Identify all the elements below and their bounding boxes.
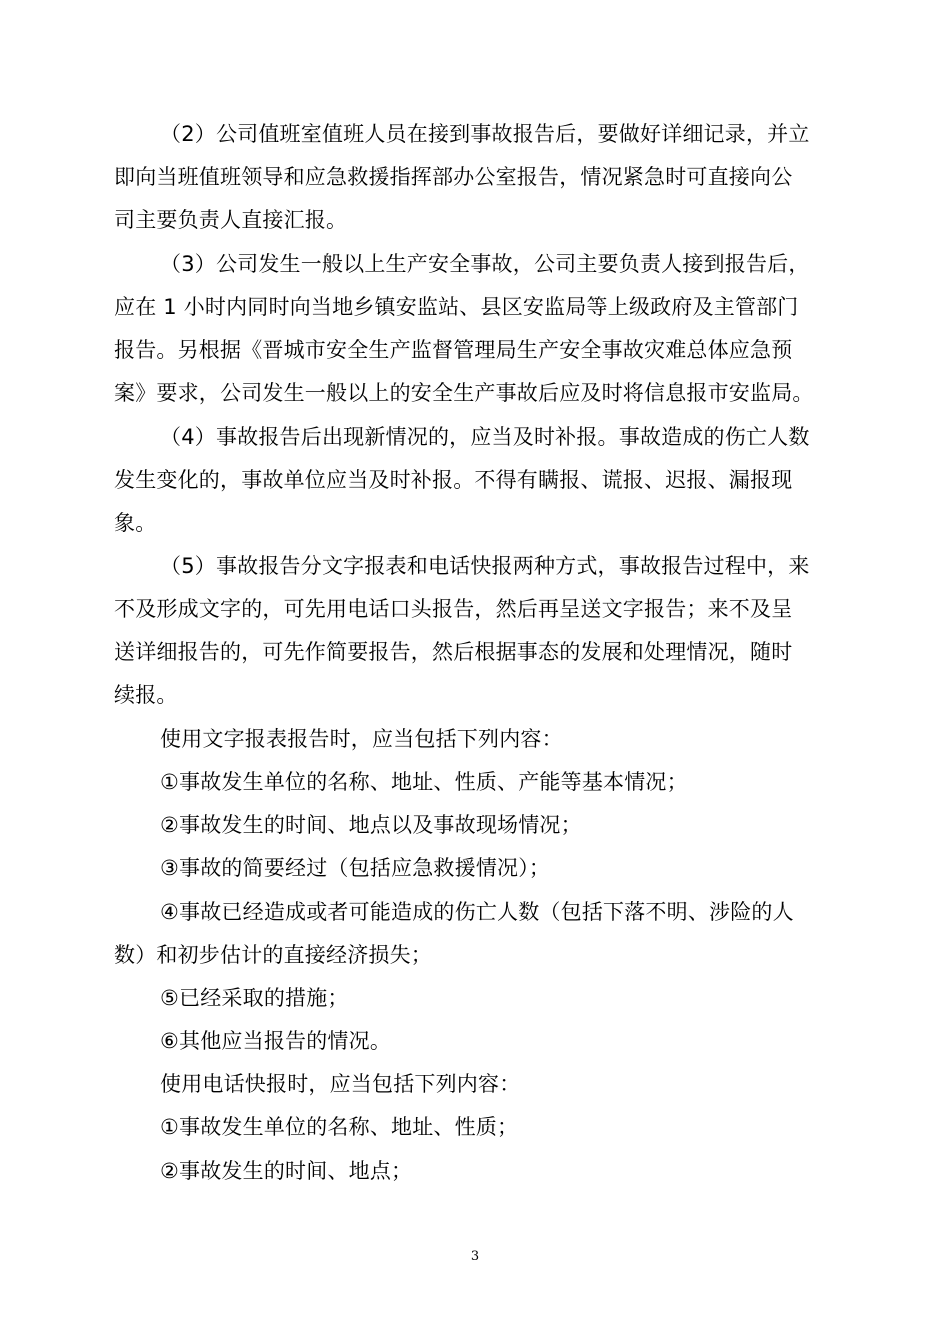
paragraph-5-line-1: （5）事故报告分文字报表和电话快报两种方式，事故报告过程中，来 xyxy=(160,554,810,578)
paragraph-4-line-2: 发生变化的，事故单位应当及时补报。不得有瞒报、谎报、迟报、漏报现 xyxy=(114,468,793,492)
written-item-6: ⑥其他应当报告的情况。 xyxy=(160,1029,392,1053)
paragraph-5-line-4: 续报。 xyxy=(114,683,178,707)
phone-item-2: ②事故发生的时间、地点； xyxy=(160,1159,413,1183)
paragraph-2-line-1: （2）公司值班室值班人员在接到事故报告后，要做好详细记录，并立 xyxy=(160,122,810,146)
paragraph-5-line-3: 送详细报告的，可先作简要报告，然后根据事态的发展和处理情况，随时 xyxy=(114,640,793,664)
written-item-5: ⑤已经采取的措施； xyxy=(160,986,349,1010)
phone-item-1: ①事故发生单位的名称、地址、性质； xyxy=(160,1115,519,1139)
paragraph-2-line-2: 即向当班值班领导和应急救援指挥部办公室报告，情况紧急时可直接向公 xyxy=(114,165,793,189)
paragraph-3-line-1: （3）公司发生一般以上生产安全事故，公司主要负责人接到报告后， xyxy=(160,252,810,276)
page-number: 3 xyxy=(470,1249,480,1264)
paragraph-3-line-4: 案》要求，公司发生一般以上的安全生产事故后应及时将信息报市安监局。 xyxy=(114,381,814,405)
written-item-3: ③事故的简要经过（包括应急救援情况）； xyxy=(160,856,551,880)
paragraph-4-line-1: （4）事故报告后出现新情况的，应当及时补报。事故造成的伤亡人数 xyxy=(160,425,810,449)
paragraph-5-line-2: 不及形成文字的，可先用电话口头报告，然后再呈送文字报告；来不及呈 xyxy=(114,597,793,621)
written-item-1: ①事故发生单位的名称、地址、性质、产能等基本情况； xyxy=(160,770,688,794)
written-item-4-line-1: ④事故已经造成或者可能造成的伤亡人数（包括下落不明、涉险的人 xyxy=(160,900,794,924)
written-item-4-line-2: 数）和初步估计的直接经济损失； xyxy=(114,943,432,967)
paragraph-4-line-3: 象。 xyxy=(114,511,157,535)
paragraph-2-line-3: 司主要负责人直接汇报。 xyxy=(114,208,348,232)
written-report-intro: 使用文字报表报告时，应当包括下列内容： xyxy=(160,727,563,751)
phone-report-intro: 使用电话快报时，应当包括下列内容： xyxy=(160,1072,521,1096)
paragraph-3-line-2: 应在 1 小时内同时向当地乡镇安监站、县区安监局等上级政府及主管部门 xyxy=(114,295,799,319)
written-item-2: ②事故发生的时间、地点以及事故现场情况； xyxy=(160,813,582,837)
paragraph-3-line-3: 报告。另根据《晋城市安全生产监督管理局生产安全事故灾难总体应急预 xyxy=(114,338,793,362)
